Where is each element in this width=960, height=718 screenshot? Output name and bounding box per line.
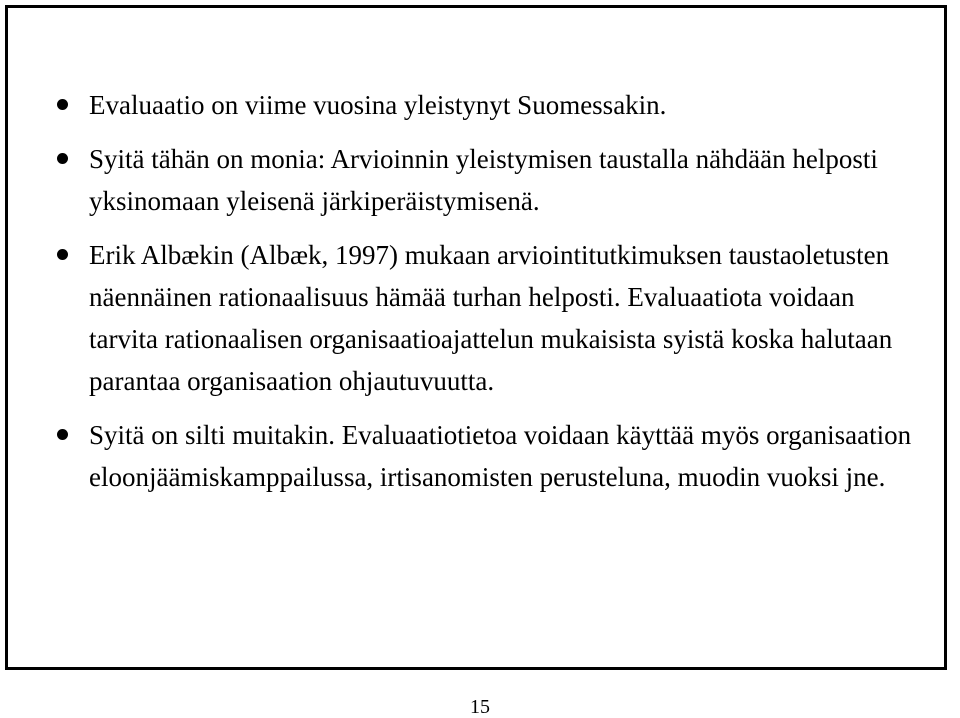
page-number: 15 bbox=[470, 696, 490, 718]
bullet-text: Syitä on silti muitakin. Evaluaatiotietoa voidaan käyttää myös organisaation eloonjäämiskamppailussa, irtisanomisten perusteluna, muodin vuoksi jne. bbox=[89, 420, 912, 492]
bullet-item bbox=[52, 84, 912, 126]
bullet-text: Syitä tähän on monia: Arvioinnin yleistymisen taustalla nähdään helposti yksinomaan yleisenä järkiperäistymisenä. bbox=[89, 144, 878, 216]
bullet-item bbox=[52, 138, 912, 222]
bullet-text: Evaluaatio on viime vuosina yleistynyt Suomessakin. bbox=[89, 90, 667, 120]
bullet-dot-icon bbox=[57, 153, 68, 164]
bullet-list bbox=[52, 84, 912, 510]
bullet-dot-icon bbox=[57, 99, 68, 110]
bullet-item bbox=[52, 234, 912, 402]
bullet-dot-icon bbox=[57, 249, 68, 260]
bullet-text: Erik Albækin (Albæk, 1997) mukaan arviointitutkimuksen taustaoletusten näennäinen rationaalisuus hämää turhan helposti. Evaluaatiota voidaan tarvita rationaalisen organisaatioajattelun mukaisista syistä koska halutaan parantaa organisaation ohjautuvuutta. bbox=[89, 240, 893, 396]
bullet-dot-icon bbox=[57, 429, 68, 440]
bullet-item bbox=[52, 414, 912, 498]
